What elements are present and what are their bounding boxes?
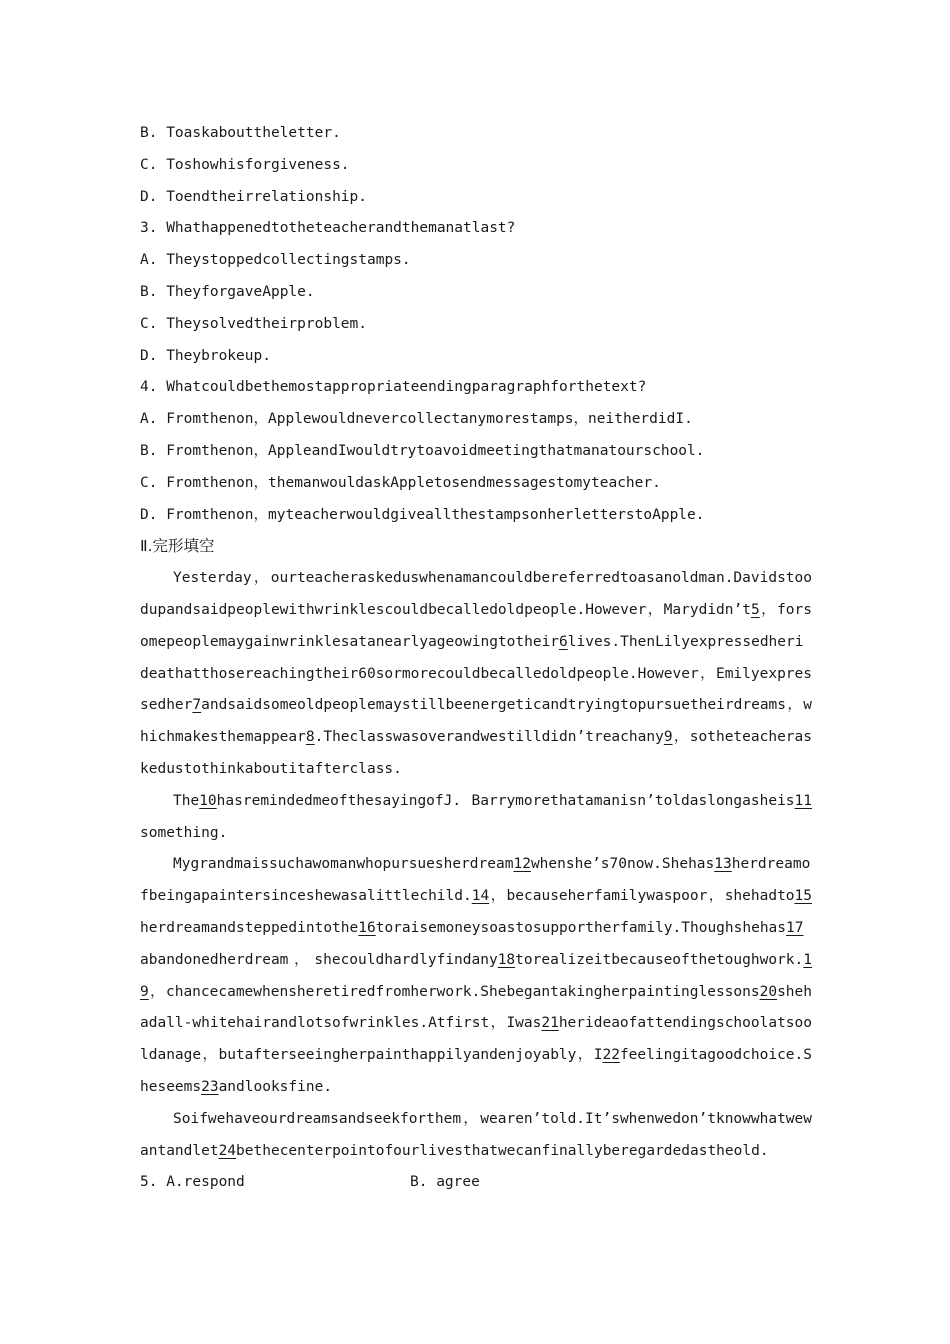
question-line [140,182,812,214]
blank-number: 19 [140,951,812,1000]
passage-text: ，chancecamewhensheretiredfromherwork.Shebegantakingherpaintinglessons [148,983,760,1000]
blank-number: 12 [513,856,531,873]
passage-text: ，sotheteacheraskedustothinkaboutitafterclass. [140,729,812,777]
passage-paragraph [140,1104,812,1168]
passage-text: something. [140,824,228,841]
passage-text: abandonedherdream，shecouldhardlyfindany [140,951,498,968]
question-label: 4. [140,379,158,396]
question-line [140,150,812,182]
passage-text: Yesterday，ourteacheraskeduswhenamancouldbereferredtoasanoldman.Davidstoodupandsaidpeoplewithwrinklescouldbecalledoldpeople.However，Marydidn’t [140,570,812,618]
blank-number: 18 [497,951,516,968]
question-line [140,245,812,277]
passage-text: herideaofattendingschoolatsooldanage，butafterseeingherpainthappilyandenjoyably，I [140,1015,812,1064]
blank-number: 10 [199,792,217,809]
blank-number: 8 [305,729,315,746]
passage-text: andsaidsomeoldpeoplemaystillbeenergeticandtryingtopursuetheirdreams，whichmakesthemappear [140,697,812,746]
section-title: Ⅱ.完形填空 [140,537,215,556]
question-text: Fromthenon，Applewouldnevercollectanymorestamps，neitherdidI. [166,411,693,428]
blank-number: 14 [471,888,490,905]
passage-text: torealizeitbecauseofthetoughwork. [515,951,804,968]
blank-number: 11 [794,792,812,809]
passage-text: Soifwehaveourdreamsandseekforthem，wearen’told.It’swhenwedon’tknowwhatwewantandlet [140,1110,812,1159]
question-text: Fromthenon，myteacherwouldgiveallthestampsonherletterstoApple. [166,506,705,523]
question-label: D. [140,506,158,523]
question-line [140,277,812,309]
question-line [140,341,812,373]
question-label: B. [140,442,158,459]
question-line [140,372,812,404]
blank-number: 13 [714,856,732,873]
passage-text: feelingitagoodchoice.Sheseems [140,1047,812,1095]
question-line [140,500,812,532]
question-label: C. [140,156,158,173]
question-text: Fromthenon，themanwouldaskAppletosendmessagestomyteacher. [166,474,661,491]
passage-paragraph [140,786,812,850]
passage-text: toraisemoneysoastosupportherfamily.Thoughshehas [375,919,787,936]
question-line [140,468,812,500]
option-line [140,1167,812,1199]
blank-number: 6 [559,633,568,650]
blank-number: 9 [663,729,673,746]
passage-text: The [173,792,200,809]
question-text: Theybrokeup. [166,347,271,364]
question-line [140,436,812,468]
question-text: Fromthenon，AppleandIwouldtrytoavoidmeetingthatmanatourschool. [166,442,705,459]
blank-number: 21 [541,1015,559,1032]
blank-number: 7 [192,697,202,714]
passage-text: herdreamofbeingapaintersinceshewasalittlechild. [140,856,811,905]
question-line [140,404,812,436]
question-label: B. [140,283,158,300]
question-label: A. [140,252,158,269]
question-text: Whatcouldbethemostappropriateendingparagraphforthetext? [166,379,647,396]
question-label: C. [140,474,158,491]
question-text: Whathappenedtotheteacherandthemanatlast? [166,220,516,237]
passage-text: ，forsomepeoplemaygainwrinklesatanearlyageowingtotheir [140,601,812,650]
question-line [140,118,812,150]
blank-number: 22 [602,1047,620,1064]
passage-text: Mygrandmaissuchawomanwhopursuesherdream [173,856,514,873]
document-page [140,118,812,1199]
question-text: TheyforgaveApple. [166,283,315,300]
question-line [140,309,812,341]
passage-paragraph [140,563,812,786]
option-a: 5. A.respond [140,1174,245,1191]
passage-paragraph [140,849,812,1103]
question-label: B. [140,125,158,141]
passage-text: herdreamandsteppedintothe [140,919,359,936]
blank-number: 16 [358,919,376,936]
blank-number: 24 [218,1142,237,1159]
passage-text: .Theclasswasoverandwestilldidn’treachany [314,729,664,746]
cloze-passage [140,563,812,1167]
question-line [140,213,812,245]
passage-text: lives.ThenLilyexpressedherideathatthosereachingtheir60sormorecouldbecalledoldpeople.However，Emilyexpressedher [140,633,812,714]
blank-number: 17 [786,919,804,936]
passage-text: hasremindedmeofthesayingofJ. Barrymorethatamanisn’toldaslongasheis [216,792,795,809]
blank-number: 23 [201,1078,219,1095]
question-label: 3. [140,220,158,237]
passage-text: bethecenterpointofourlivesthatwecanfinallyberegardedastheold. [236,1142,769,1159]
option-b: B. agree [410,1174,480,1191]
question-label: A. [140,411,158,428]
blank-number: 20 [759,983,778,1000]
passage-text: andlooksfine. [218,1078,333,1095]
question-text: Theysolvedtheirproblem. [166,315,367,332]
passage-text: shehadall-whitehairandlotsofwrinkles.Atfirst，Iwas [140,983,812,1032]
question-list [140,118,812,531]
blank-number: 5 [750,601,760,618]
question-text: Toaskabouttheletter. [166,125,341,141]
passage-text: ，becauseherfamilywaspoor，shehadto [489,888,795,905]
passage-text: whenshe’s70now.Shehas [530,856,715,873]
question-text: Toendtheirrelationship. [166,188,367,205]
question-label: D. [140,188,158,205]
question-text: Toshowhisforgiveness. [166,156,350,173]
question-text: Theystoppedcollectingstamps. [166,252,411,269]
blank-number: 15 [794,888,812,905]
question-label: C. [140,315,158,332]
question-label: D. [140,347,158,364]
